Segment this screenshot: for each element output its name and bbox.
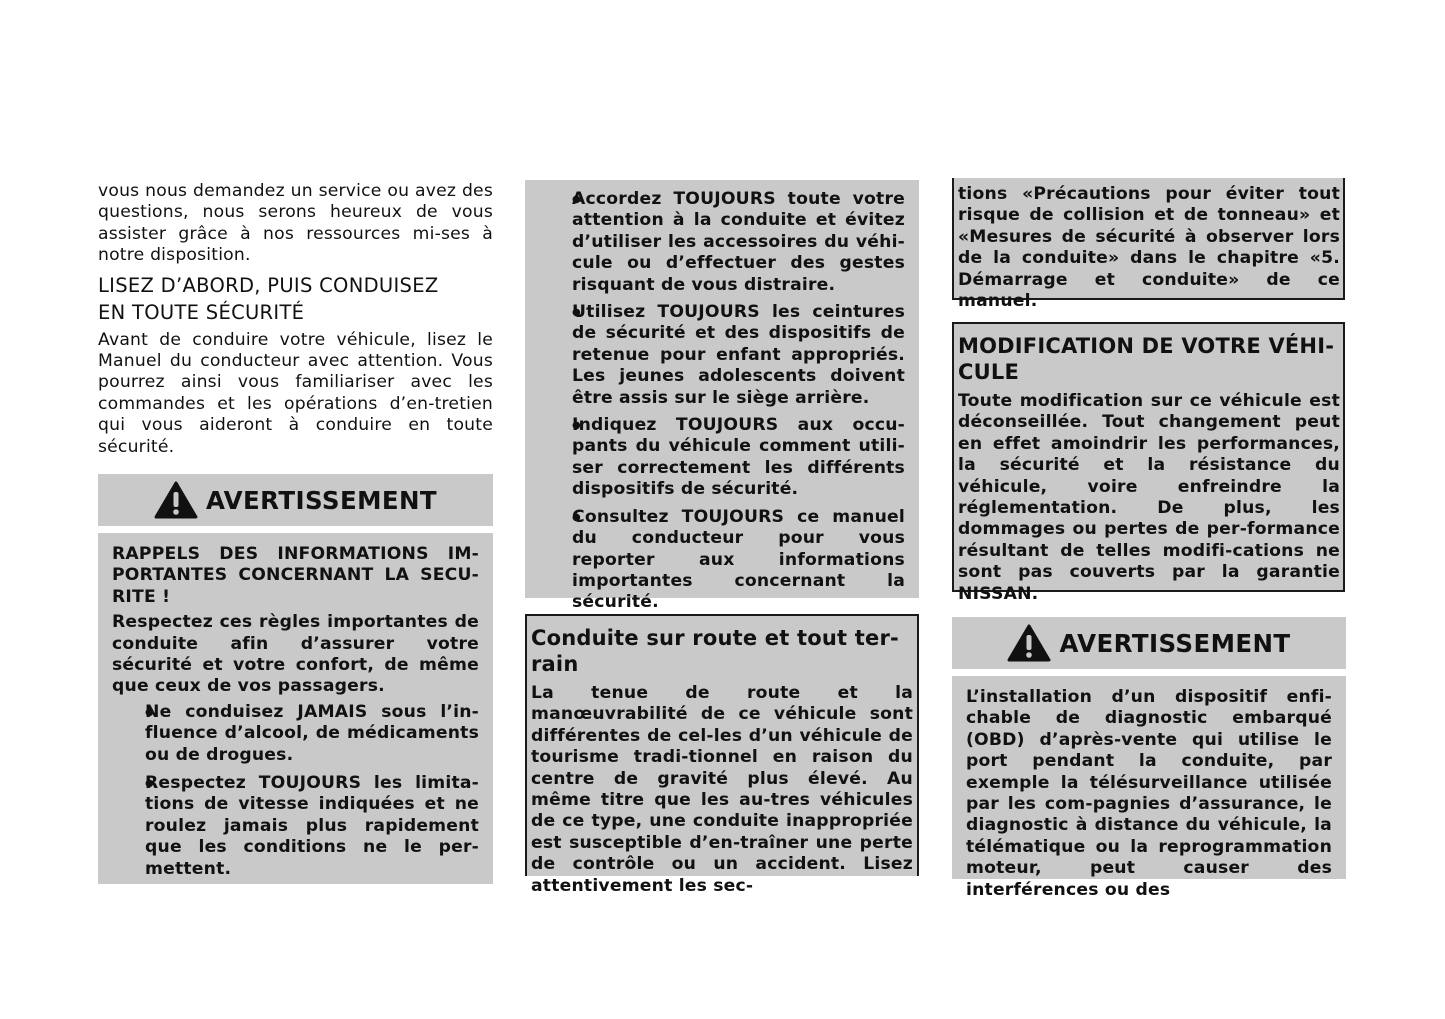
column-1 <box>98 181 493 458</box>
list-item: ● Indiquez TOUJOURS aux occu-pants du véhicule comment utili-ser correctement les différents dispositifs de sécurité. <box>539 415 905 501</box>
warning-box-1 <box>98 474 493 884</box>
safety-bullets-box <box>525 180 919 613</box>
warning-triangle-icon <box>1007 624 1051 662</box>
list-item: ● Respectez TOUJOURS les limita-tions de vitesse indiquées et ne roulez jamais plus rapidement que les conditions ne le per-mettent. <box>112 773 479 880</box>
modification-title: MODIFICATION DE VOTRE VÉHI-CULE <box>958 334 1335 384</box>
warning-title: AVERTISSEMENT <box>1059 628 1291 658</box>
modification-text: Toute modification sur ce véhicule est déconseillée. Tout changement peut en effet amoindrir les performances, la sécurité et la résistance du véhicule, voire enfreindre la réglementation. De plus, les dommages ou pertes de per-formance résultant de telles modifi-cations ne sont pas couverts par la garantie NISSAN. <box>958 391 1340 604</box>
warning-header <box>98 474 493 526</box>
warning-box-2 <box>952 617 1346 900</box>
warning-body <box>98 533 493 884</box>
section-heading <box>98 272 493 327</box>
list-item: ● Accordez TOUJOURS toute votre attention à la conduite et évitez d’utiliser les accessoires du véhi-cule ou d’effectuer des gestes risquant de vous distraire. <box>539 189 905 296</box>
intro-text: vous nous demandez un service ou avez des questions, nous serons heureux de vous assister grâce à nos ressources mi-ses à notre disposition. <box>98 181 493 266</box>
warning-text: L’installation d’un dispositif enfi-chable de diagnostic embarqué (OBD) d’après-vente qui utilise le port pendant la conduite, par exemple la télésurveillance utilisée par les com-pagnies d’assurance, le diagnostic à distance du véhicule, la télématique ou la reprogrammation moteur, peut causer des interférences ou des <box>966 687 1332 900</box>
modification-box <box>952 322 1345 604</box>
warning-title: AVERTISSEMENT <box>205 485 438 515</box>
warning-subtitle: RAPPELS DES INFORMATIONS IM-PORTANTES CONCERNANT LA SECU-RITE ! <box>112 544 479 607</box>
section-heading-line-1: LISEZ D’ABORD, PUIS CONDUISEZ <box>98 273 439 297</box>
warning-body <box>952 676 1346 900</box>
continued-box <box>952 178 1345 312</box>
section-paragraph: Avant de conduire votre véhicule, lisez le Manuel du conducteur avec attention. Vous pourrez ainsi vous familiariser avec les commandes et les opérations d’en-tretien qui vous aideront à conduire en toute sécurité. <box>98 329 493 457</box>
list-item: ● Consultez TOUJOURS ce manuel du conducteur pour vous reporter aux informations importantes concernant la sécurité. <box>539 507 905 614</box>
list-item: ● Ne conduisez JAMAIS sous l’in-fluence d’alcool, de médicaments ou de drogues. <box>112 702 479 766</box>
warning-triangle-icon <box>154 481 198 519</box>
list-item: ● Utilisez TOUJOURS les ceintures de sécurité et des dispositifs de retenue pour enfant appropriés. Les jeunes adolescents doivent être assis sur le siège arrière. <box>539 302 905 409</box>
road-driving-text: La tenue de route et la manœuvrabilité de ce véhicule sont différentes de cel-les d’un véhicule de tourisme tradi-tionnel en raison du centre de gravité plus élevé. Au même titre que les au-tres véhicules de ce type, une conduite inappropriée est susceptible d’en-traîner une perte de contrôle ou un accident. Lisez attentivement les sec- <box>531 683 913 896</box>
continued-text: tions «Précautions pour éviter tout risque de collision et de tonneau» et «Mesures de sécurité à observer lors de la conduite» dans le chapitre «5. Démarrage et conduite» de ce manuel. <box>958 184 1340 312</box>
warning-header <box>952 617 1346 669</box>
warning-bullet-list <box>112 702 479 880</box>
section-heading-line-2: EN TOUTE SÉCURITÉ <box>98 301 305 325</box>
road-driving-box <box>525 614 919 896</box>
warning-text: Respectez ces règles importantes de conduite afin d’assurer votre sécurité et votre confort, de même que ceux de vos passagers. <box>112 612 479 697</box>
road-driving-title: Conduite sur route et tout ter-rain <box>531 626 899 676</box>
safety-bullet-list <box>539 189 905 614</box>
